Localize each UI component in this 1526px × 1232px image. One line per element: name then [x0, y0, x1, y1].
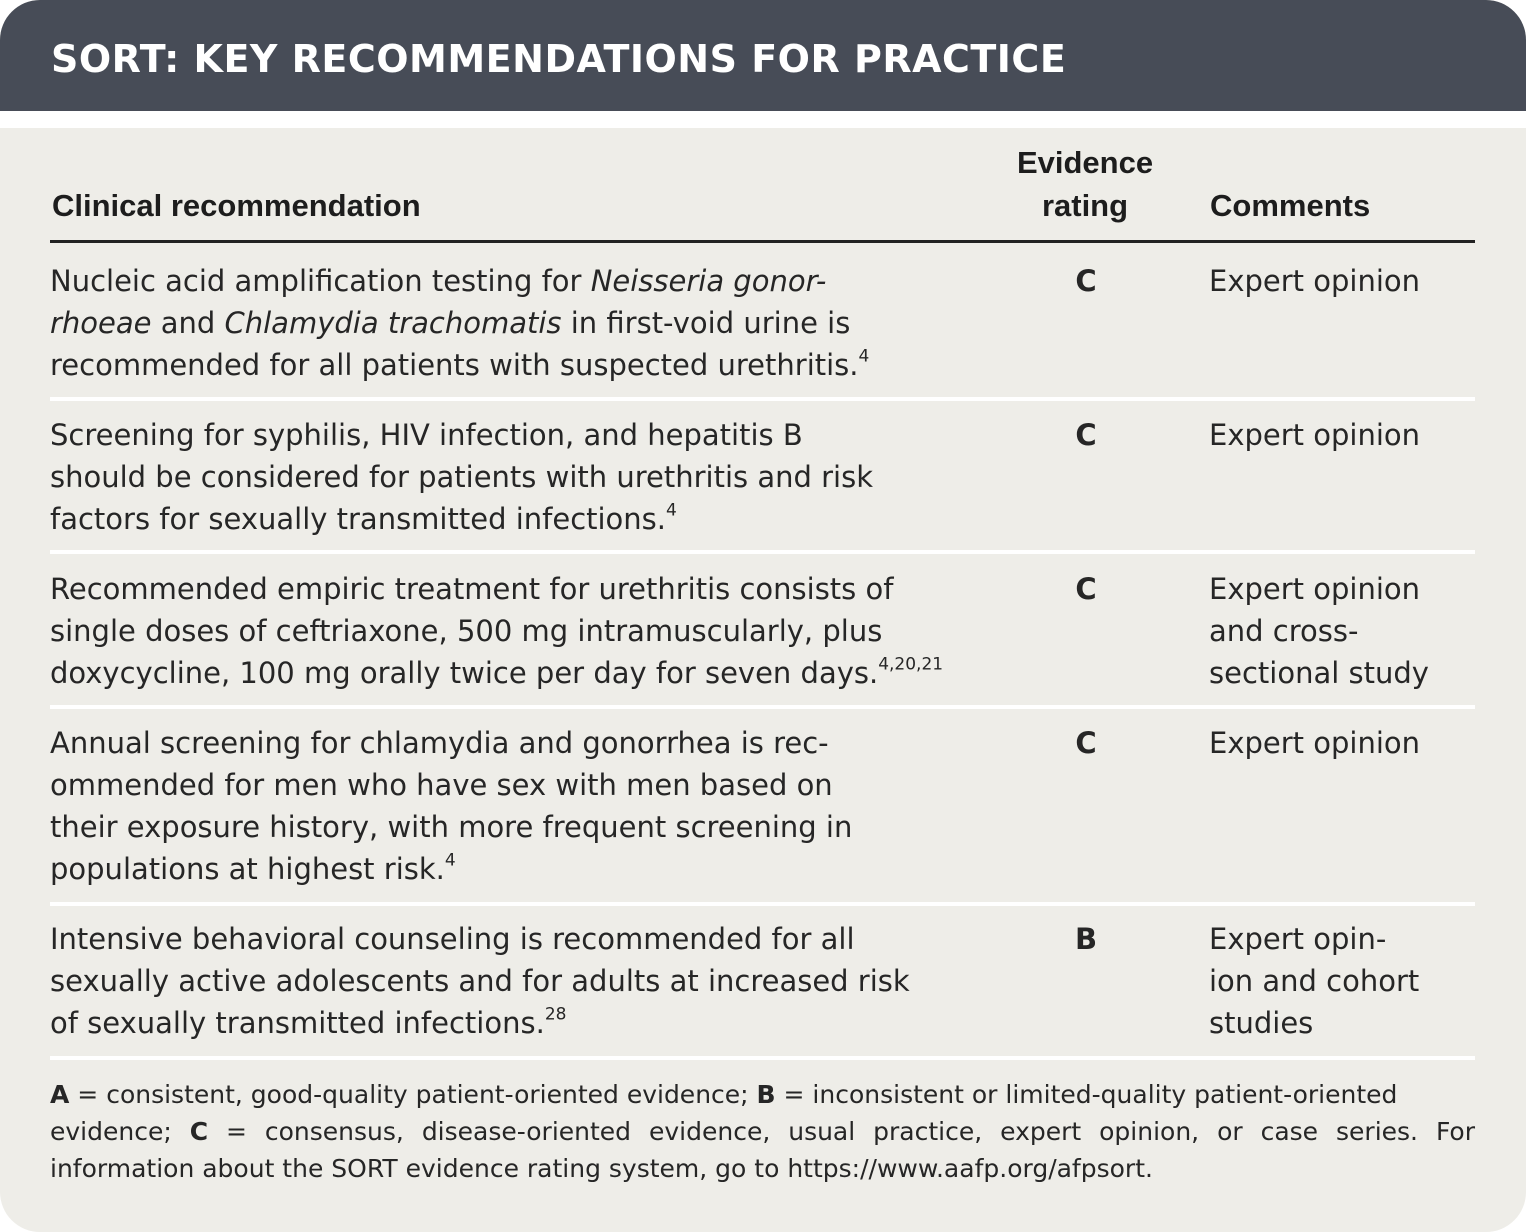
reference-superscript: 4,20,21 [878, 654, 944, 675]
table-row-2-recommendation [50, 414, 980, 540]
header-bar [0, 0, 1526, 111]
rating-key-b: B [756, 1080, 776, 1109]
comment-line: and cross- [1209, 614, 1359, 648]
row-divider [50, 1056, 1475, 1060]
comment-line: studies [1209, 1006, 1314, 1040]
table-row-1-comment [1209, 260, 1479, 302]
footnote-word: consensus, [264, 1117, 404, 1146]
reference-superscript: 4 [444, 850, 456, 871]
row-divider [50, 902, 1475, 906]
footnote-text: = consistent, good-quality patient-oriented evidence; [69, 1080, 757, 1109]
table-row-5-comment [1209, 918, 1479, 1044]
row-divider [50, 705, 1475, 709]
table-row-2-comment [1209, 414, 1479, 456]
column-header-recommendation: Clinical recommendation [52, 188, 421, 223]
reference-superscript: 4 [666, 500, 677, 521]
column-header-rating-line2: rating [1041, 188, 1129, 223]
footnote-word: disease-oriented [421, 1117, 632, 1146]
rec-text: in first-void urine is [561, 306, 851, 340]
footnote-justified-line [50, 1113, 1475, 1150]
table-row-3-rating: C [1075, 572, 1097, 606]
header-divider [0, 111, 1526, 128]
footnote-word: For [1435, 1117, 1475, 1146]
column-header-rating-line1: Evidence [1016, 145, 1154, 180]
table-row-3-comment [1209, 568, 1479, 694]
column-header-rating [1010, 141, 1160, 227]
reference-superscript: 28 [544, 1004, 567, 1025]
footnote-word: practice, [873, 1117, 983, 1146]
rec-text: populations at highest risk. [50, 852, 445, 886]
rating-key-c: C [189, 1117, 209, 1146]
rating-key-a: A [50, 1080, 70, 1109]
table-row-3-recommendation [50, 568, 980, 694]
rec-text: and [151, 306, 225, 340]
rec-line: Recommended empiric treatment for urethritis consists of [50, 572, 894, 606]
comment-line: ion and cohort [1209, 964, 1420, 998]
rec-line: Screening for syphilis, HIV infection, and hepatitis B [50, 418, 803, 452]
rec-line: ommended for men who have sex with men based on [50, 768, 833, 802]
row-divider [50, 397, 1475, 401]
footnote-word: expert [1000, 1117, 1082, 1146]
table-row-4-comment [1209, 722, 1479, 764]
rec-line: single doses of ceftriaxone, 500 mg intramuscularly, plus [50, 614, 883, 648]
rec-line: sexually active adolescents and for adults at increased risk [50, 964, 910, 998]
footnote-word: case [1260, 1117, 1319, 1146]
row-divider [50, 550, 1475, 554]
table-row-1-recommendation [50, 260, 980, 386]
comment-line: Expert opinion [1209, 572, 1421, 606]
organism-name: rhoeae [50, 306, 152, 340]
rec-line: their exposure history, with more frequent screening in [50, 810, 853, 844]
comment-line: Expert opinion [1209, 726, 1421, 760]
rec-text: of sexually transmitted infections. [50, 1006, 545, 1040]
footnote-word: = [226, 1117, 247, 1146]
table-row-2-rating: C [1075, 418, 1097, 452]
comment-line: Expert opin- [1209, 922, 1387, 956]
header-rule [50, 240, 1475, 243]
footnote-text: = inconsistent or limited-quality patient-oriented [775, 1080, 1398, 1109]
rec-text: doxycycline, 100 mg orally twice per day for seven days. [50, 656, 879, 690]
rec-text: factors for sexually transmitted infections. [50, 502, 667, 536]
footnote-word: usual [788, 1117, 856, 1146]
footnote-word: evidence; [50, 1117, 172, 1146]
rec-line: Intensive behavioral counseling is recommended for all [50, 922, 855, 956]
table-row-4-rating: C [1075, 726, 1097, 760]
rec-line: Annual screening for chlamydia and gonorrhea is rec- [50, 726, 829, 760]
footnote-word: opinion, [1099, 1117, 1200, 1146]
footnote-word: series. [1336, 1117, 1418, 1146]
comment-line: Expert opinion [1209, 418, 1421, 452]
table-row-4-recommendation [50, 722, 980, 890]
rec-text: Nucleic acid amplification testing for [50, 264, 591, 298]
footnote-line: information about the SORT evidence rating system, go to https://www.aafp.org/afpsort. [50, 1154, 1153, 1183]
comment-line: sectional study [1209, 656, 1429, 690]
comment-line: Expert opinion [1209, 264, 1421, 298]
reference-superscript: 4 [858, 346, 870, 367]
footnote-word: or [1217, 1117, 1243, 1146]
table-row-5-rating: B [1074, 922, 1098, 956]
organism-name: Chlamydia trachomatis [224, 306, 562, 340]
footnote-word: evidence, [648, 1117, 771, 1146]
rec-text: recommended for all patients with suspected urethritis. [50, 348, 859, 382]
footnote [50, 1076, 1475, 1187]
organism-name: Neisseria gonor- [590, 264, 827, 298]
table-row-5-recommendation [50, 918, 980, 1044]
column-header-comments: Comments [1210, 188, 1371, 223]
page-title: SORT: KEY RECOMMENDATIONS FOR PRACTICE [51, 37, 1067, 81]
rec-line: should be considered for patients with urethritis and risk [50, 460, 874, 494]
table-row-1-rating: C [1075, 264, 1097, 298]
